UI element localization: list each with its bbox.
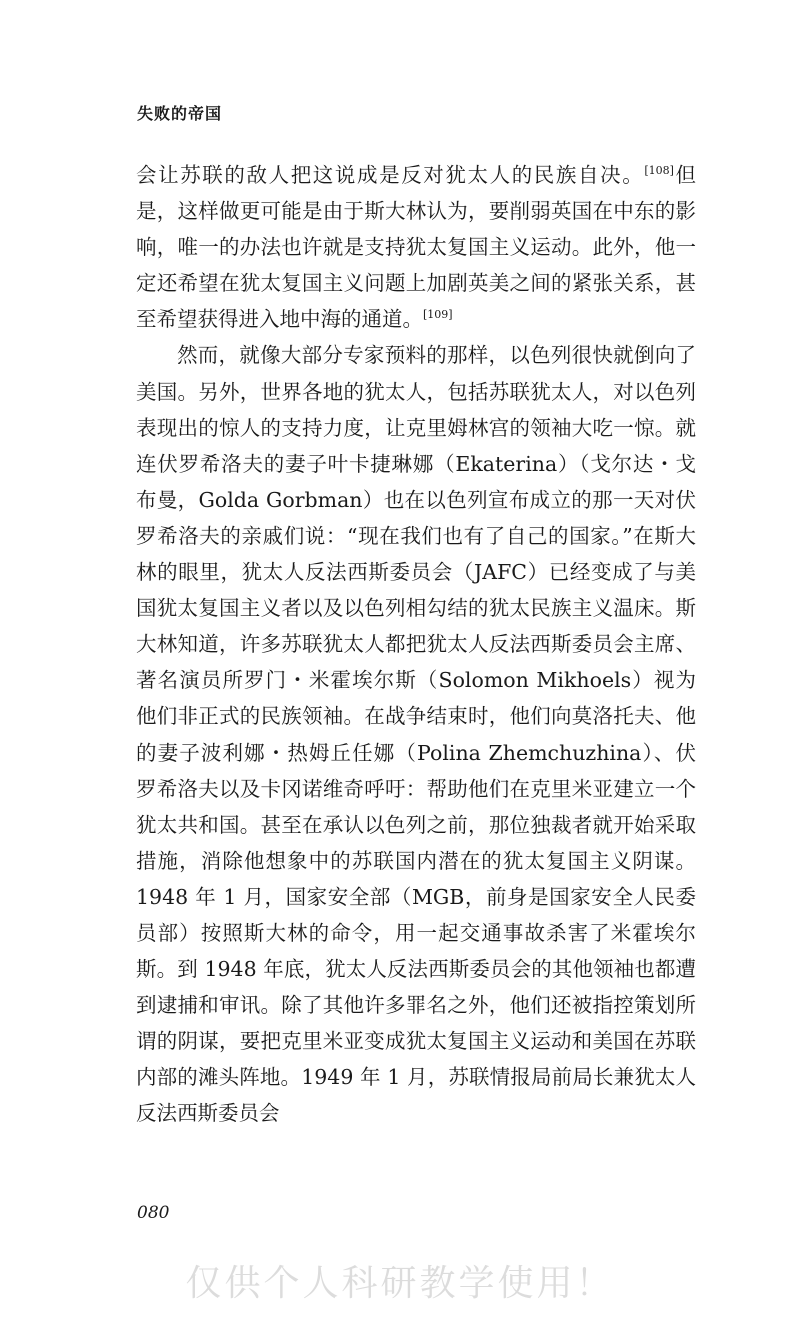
watermark-text: 仅供个人科研教学使用！ xyxy=(185,1263,615,1304)
footnote-ref-109[interactable]: [109] xyxy=(423,308,453,322)
paragraph-1 xyxy=(136,157,696,337)
paragraph-1-part-b: 但是，这样做更可能是由于斯大林认为，要削弱英国在中东的影响，唯一的办法也许就是支持犹太复国主义运动。此外，他一定还希望在犹太复国主义问题上加剧英美之间的紧张关系，甚至希望获得进入地中海的通道。 xyxy=(136,163,697,332)
running-head-title: 失败的帝国 xyxy=(137,104,223,123)
body-text xyxy=(136,157,696,1132)
footnote-ref-108[interactable]: [108] xyxy=(644,164,674,178)
page-number: 080 xyxy=(137,1203,170,1223)
paragraph-2: 然而，就像大部分专家预料的那样，以色列很快就倒向了美国。另外，世界各地的犹太人，包括苏联犹太人，对以色列表现出的惊人的支持力度，让克里姆林宫的领袖大吃一惊。就连伏罗希洛夫的妻子叶卡捷琳娜（Ekaterina）（戈尔达・戈布曼，Golda Gorbman）也在以色列宣布成立的那一天对伏罗希洛夫的亲戚们说：“现在我们也有了自己的国家。”在斯大林的眼里，犹太人反法西斯委员会（JAFC）已经变成了与美国犹太复国主义者以及以色列相勾结的犹太民族主义温床。斯大林知道，许多苏联犹太人都把犹太人反法西斯委员会主席、著名演员所罗门・米霍埃尔斯（Solomon Mikhoels）视为他们非正式的民族领袖。在战争结束时，他们向莫洛托夫、他的妻子波利娜・热姆丘任娜（Polina Zhemchuzhina）、伏罗希洛夫以及卡冈诺维奇呼吁：帮助他们在克里米亚建立一个犹太共和国。甚至在承认以色列之前，那位独裁者就开始采取措施，消除他想象中的苏联国内潜在的犹太复国主义阴谋。1948 年 1 月，国家安全部（MGB，前身是国家安全人民委员部）按照斯大林的命令，用一起交通事故杀害了米霍埃尔斯。到 1948 年底，犹太人反法西斯委员会的其他领袖也都遭到逮捕和审讯。除了其他许多罪名之外，他们还被指控策划所谓的阴谋，要把克里米亚变成犹太复国主义运动和美国在苏联内部的滩头阵地。1949 年 1 月，苏联情报局前局长兼犹太人反法西斯委员会 xyxy=(136,343,696,1126)
paragraph-1-part-a: 会让苏联的敌人把这说成是反对犹太人的民族自决。 xyxy=(136,163,645,187)
